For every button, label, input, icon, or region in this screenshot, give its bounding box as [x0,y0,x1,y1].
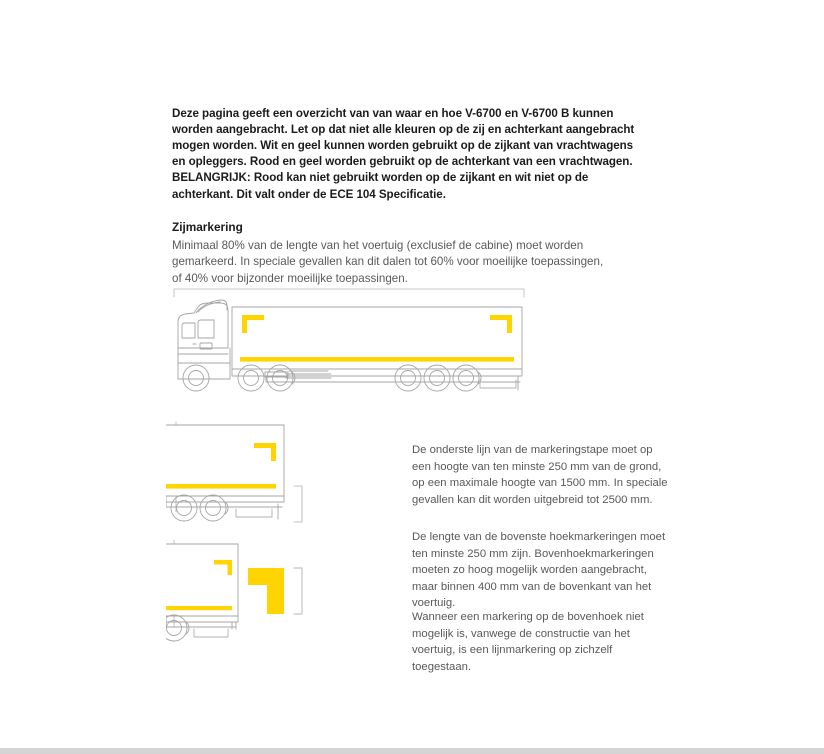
yellow-line-marking [240,357,514,362]
corner-marking-detail-view [166,530,410,656]
length-dimension-bracket [174,289,524,297]
tractor-semitrailer-side-view [168,286,540,400]
note-ground-height: De onderste lijn van de markeringstape moet op een hoogte van ten minste 250 mm van de grond, op een maximale hoogte van 1500 mm. In speciale gevallen kan dit worden uitgebreid tot 2500 mm. [412,444,668,506]
intro-paragraph: Deze pagina geeft een overzicht van van waar en hoe V-6700 en V-6700 B kunnen worden aangebracht. Let op dat niet alle kleuren op de zij en achterkant aangebracht mogen worden. Wit en geel kunnen worden gebruikt op de zijkant van vrachtwagens en opleggers. Rood en geel worden gebruikt op de achterkant van een vrachtwagen. BELANGRIJK: Rood kan niet gebruikt worden op de zijkant en wit niet op de achterkant. Dit valt onder de ECE 104 Specificatie. [172,106,635,201]
trailer-wheels [171,495,228,521]
section-heading-zijmarkering: Zijmarkering [172,219,243,234]
yellow-line-marking [166,606,232,610]
trailer-rear-section-height-view [166,416,410,526]
ground-height-dimension-bracket [294,486,302,522]
top-distance-dimension-bracket [294,568,302,614]
note-corner-marking-length: De lengte van de bovenste hoekmarkeringen moet ten minste 250 mm zijn. Bovenhoekmarkeringen moeten zo hoog mogelijk worden aangebracht, maar binnen 400 mm van de bovenkant van het voertuig. [412,531,666,609]
yellow-corner-marking-callout [248,568,284,614]
yellow-line-marking [166,484,276,489]
footer-bar [0,748,824,754]
section-body-text: Minimaal 80% van de lengte van het voertuig (exclusief de cabine) moet worden gemarkeerd. In speciale gevallen kan dit dalen tot 60% voor moeilijke toepassingen, of 40% voor bijzonder moeilijke toepassingen. [172,238,604,285]
trailer-wheel [166,615,189,641]
note-line-marking-alternative: Wanneer een markering op de bovenhoek niet mogelijk is, vanwege de constructie van het voertuig, is een lijnmarkering op zichzelf toegestaan. [412,611,644,673]
